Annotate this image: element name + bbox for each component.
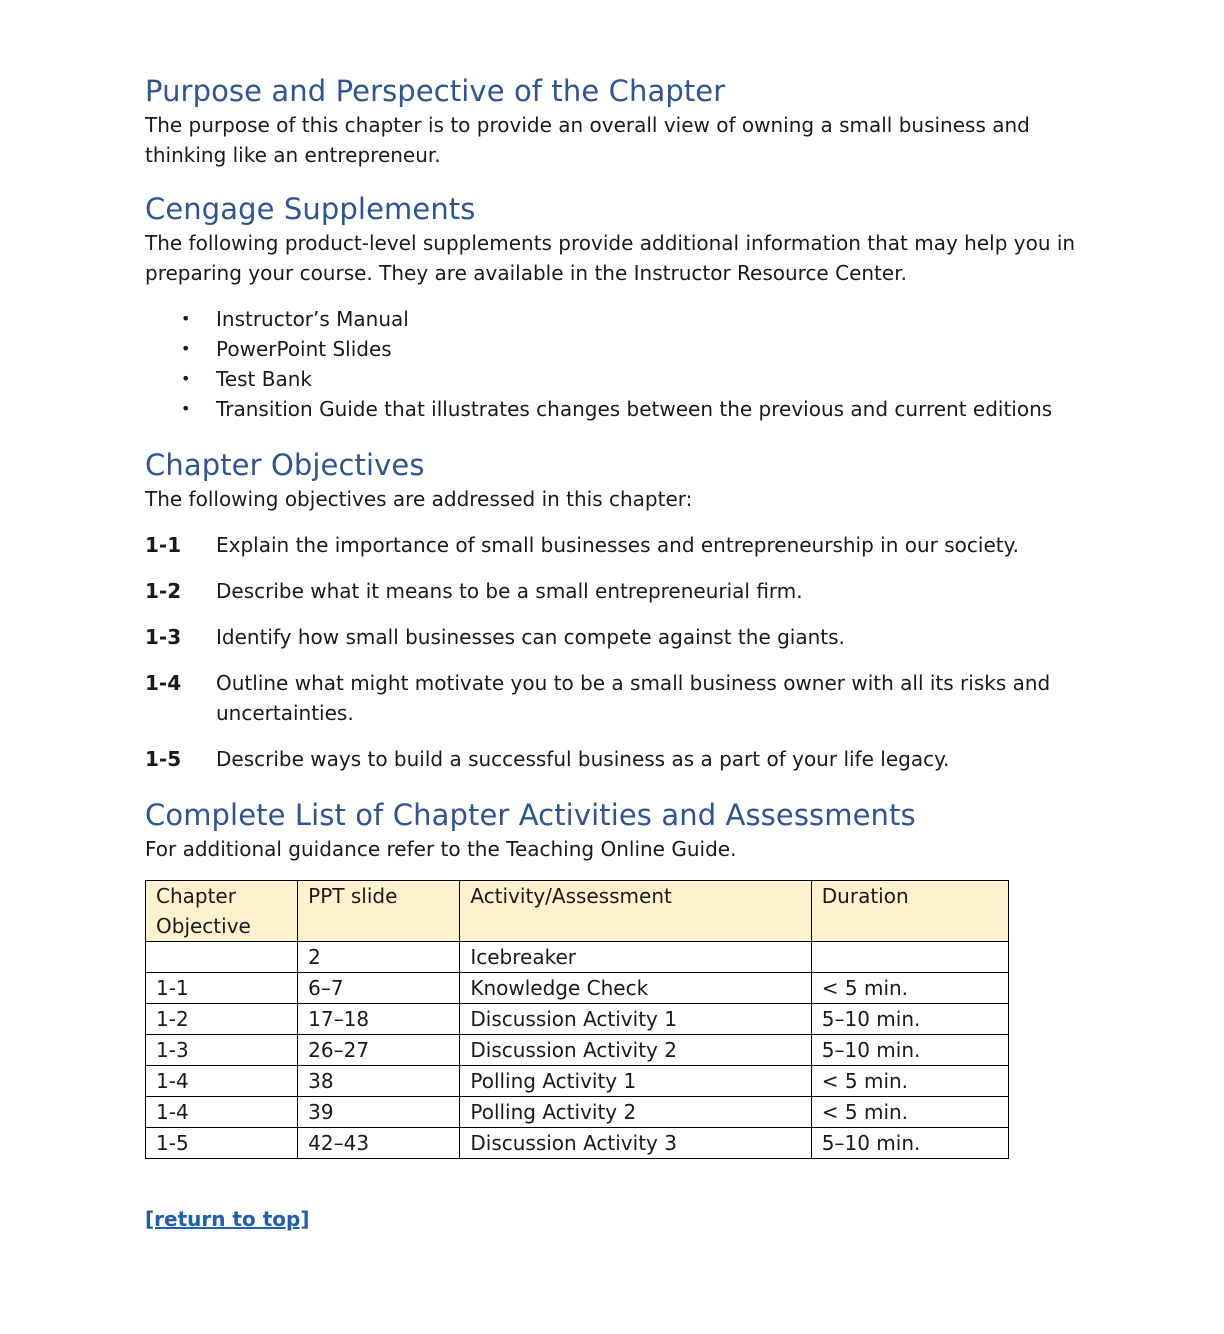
document-page [145,72,1085,1231]
objective-item [145,622,1085,652]
table-cell: Discussion Activity 2 [460,1035,811,1066]
table-cell: 2 [298,942,460,973]
activities-table [145,880,1009,1159]
objective-number: 1-4 [145,671,182,695]
objective-item [145,668,1085,728]
list-item-label: PowerPoint Slides [216,337,392,361]
table-cell: < 5 min. [811,973,1008,1004]
objective-number: 1-1 [145,533,182,557]
column-header: PPT slide [298,881,460,942]
table-header-row [146,881,1009,942]
table-cell: Polling Activity 2 [460,1097,811,1128]
bullet-icon: • [181,339,191,358]
table-cell [146,942,298,973]
objective-item [145,744,1085,774]
objectives-list [145,530,1085,774]
table-cell: 1-4 [146,1097,298,1128]
table-cell: Discussion Activity 3 [460,1128,811,1159]
supplements-list [145,304,1085,424]
table-cell: 1-2 [146,1004,298,1035]
objective-text: Describe ways to build a successful business as a part of your life legacy. [216,747,950,771]
table-cell: 6–7 [298,973,460,1004]
activities-heading: Complete List of Chapter Activities and Assessments [145,798,916,832]
table-row [146,1066,1009,1097]
list-item-label: Test Bank [216,367,312,391]
table-cell: Discussion Activity 1 [460,1004,811,1035]
list-item [145,394,1085,424]
table-cell: 1-4 [146,1066,298,1097]
table-row [146,973,1009,1004]
table-row [146,1004,1009,1035]
table-cell: 17–18 [298,1004,460,1035]
activities-intro: For additional guidance refer to the Teaching Online Guide. [145,837,737,861]
objective-item [145,530,1085,560]
column-header: Duration [811,881,1008,942]
table-cell: Knowledge Check [460,973,811,1004]
table-cell: < 5 min. [811,1066,1008,1097]
table-cell: 1-5 [146,1128,298,1159]
table-cell: 1-1 [146,973,298,1004]
table-cell: Icebreaker [460,942,811,973]
bullet-icon: • [181,369,191,388]
purpose-body: The purpose of this chapter is to provide an overall view of owning a small business and thinking like an entrepreneur. [145,113,1030,167]
objective-number: 1-5 [145,747,182,771]
table-cell: 42–43 [298,1128,460,1159]
list-item [145,334,1085,364]
objective-number: 1-2 [145,579,182,603]
table-cell [811,942,1008,973]
table-row [146,1035,1009,1066]
table-row [146,1128,1009,1159]
list-item [145,364,1085,394]
objectives-heading: Chapter Objectives [145,448,425,482]
table-cell: 38 [298,1066,460,1097]
bullet-icon: • [181,399,191,418]
objective-item [145,576,1085,606]
supplements-heading: Cengage Supplements [145,192,476,226]
objective-text: Explain the importance of small businesses and entrepreneurship in our society. [216,533,1019,557]
return-to-top-link[interactable]: [return to top] [145,1207,310,1231]
table-row [146,942,1009,973]
list-item-label: Transition Guide that illustrates changes between the previous and current editions [216,397,1053,421]
table-cell: 39 [298,1097,460,1128]
table-row [146,1097,1009,1128]
table-cell: 26–27 [298,1035,460,1066]
list-item [145,304,1085,334]
purpose-heading: Purpose and Perspective of the Chapter [145,74,726,108]
column-header: Activity/Assessment [460,881,811,942]
column-header: Chapter Objective [146,881,298,942]
bullet-icon: • [181,309,191,328]
supplements-body: The following product-level supplements provide additional information that may help you in preparing your course. They are available in the Instructor Resource Center. [145,231,1076,285]
objective-number: 1-3 [145,625,182,649]
table-cell: 1-3 [146,1035,298,1066]
list-item-label: Instructor’s Manual [216,307,409,331]
objective-text: Describe what it means to be a small entrepreneurial firm. [216,579,803,603]
table-cell: < 5 min. [811,1097,1008,1128]
table-cell: 5–10 min. [811,1128,1008,1159]
objectives-intro: The following objectives are addressed in this chapter: [145,487,693,511]
table-cell: 5–10 min. [811,1004,1008,1035]
table-cell: 5–10 min. [811,1035,1008,1066]
objective-text: Identify how small businesses can compete against the giants. [216,625,845,649]
table-cell: Polling Activity 1 [460,1066,811,1097]
objective-text: Outline what might motivate you to be a small business owner with all its risks and uncertainties. [216,671,1051,725]
